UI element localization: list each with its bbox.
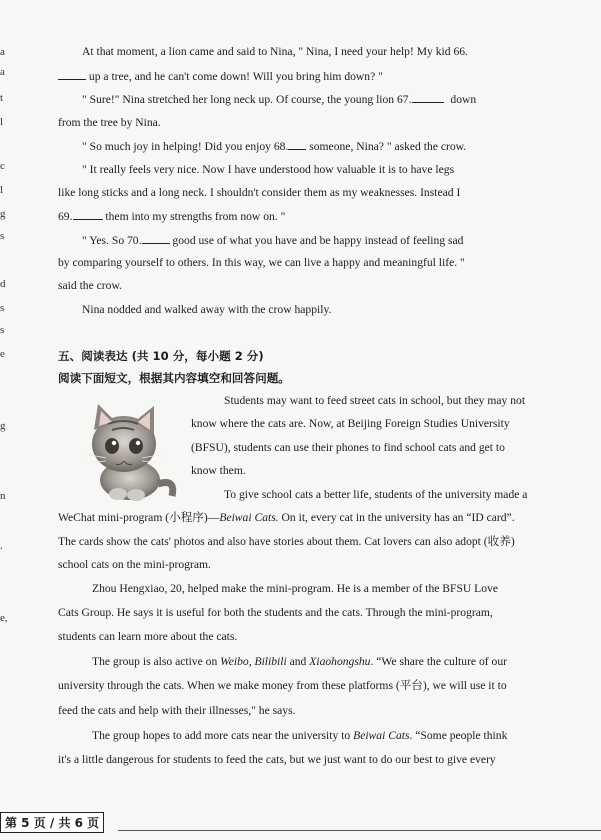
section-heading: 五、阅读表达 (共 10 分，每小题 2 分) <box>58 349 264 363</box>
margin-mark: g <box>0 208 6 220</box>
passage-line: Students may want to feed street cats in school, but they may not <box>224 394 526 407</box>
margin-mark: . <box>0 540 3 552</box>
passage-line: The group hopes to add more cats near the university to Beiwai Cats. “Some people think <box>92 729 508 742</box>
page-number: 第 5 页 / 共 6 页 <box>0 812 104 833</box>
margin-mark: d <box>0 278 6 290</box>
margin-mark: a <box>0 66 5 78</box>
margin-mark: a <box>0 46 5 58</box>
story-line: At that moment, a lion came and said to Nina, " Nina, I need your help! My kid 66. <box>82 45 468 58</box>
margin-mark: t <box>0 92 4 104</box>
margin-mark: s <box>0 324 5 336</box>
story-line: " It really feels very nice. Now I have understood how valuable it is to have legs <box>82 163 455 176</box>
story-line: up a tree, and he can't come down! Will you bring him down? " <box>58 68 542 85</box>
footer-rule <box>118 830 601 831</box>
story-line: " So much joy in helping! Did you enjoy 68. someone, Nina? " asked the crow. <box>82 140 467 153</box>
passage-line: students can learn more about the cats. <box>58 630 238 643</box>
passage-line: The cards show the cats' photos and also have stories about them. Cat lovers can also adopt (收养) <box>58 535 515 548</box>
margin-mark: e <box>0 348 5 360</box>
story-line: from the tree by Nina. <box>58 116 161 129</box>
answer-blank-70[interactable] <box>142 232 170 244</box>
passage-line: Cats Group. He says it is useful for both the students and the cats. Through the mini-program, <box>58 606 493 619</box>
page-footer <box>0 812 601 836</box>
margin-mark: l <box>0 184 4 196</box>
passage-line: WeChat mini-program (小程序)—Beiwai Cats. On it, every cat in the university has an “ID card”. <box>58 511 515 524</box>
passage-line: know them. <box>191 464 246 477</box>
margin-mark: c <box>0 160 5 172</box>
story-line: by comparing yourself to others. In this way, we can live a happy and meaningful life. " <box>58 256 465 269</box>
story-line: said the crow. <box>58 279 122 292</box>
margin-mark: n <box>0 490 6 502</box>
passage-line: feed the cats and help with their illnesses," he says. <box>58 704 296 717</box>
story-line: Nina nodded and walked away with the crow happily. <box>82 303 332 316</box>
answer-blank-69[interactable] <box>73 208 103 220</box>
margin-mark: g <box>0 420 6 432</box>
passage-line: Zhou Hengxiao, 20, helped make the mini-program. He is a member of the BFSU Love <box>92 582 499 595</box>
passage-line: school cats on the mini-program. <box>58 558 211 571</box>
section-instruction: 阅读下面短文，根据其内容填空和回答问题。 <box>58 371 290 385</box>
passage-line: university through the cats. When we make money from these platforms (平台), we will use it to <box>58 679 507 692</box>
passage-line: know where the cats are. Now, at Beijing Foreign Studies University <box>191 417 510 430</box>
answer-blank-67[interactable] <box>412 91 444 103</box>
passage-line: (BFSU), students can use their phones to find school cats and get to <box>191 441 505 454</box>
story-line: " Sure!" Nina stretched her long neck up. Of course, the young lion 67. down <box>82 93 477 106</box>
passage-line: To give school cats a better life, students of the university made a <box>224 488 528 501</box>
margin-mark: s <box>0 302 5 314</box>
margin-mark: e, <box>0 612 8 624</box>
story-line: " Yes. So 70. good use of what you have and be happy instead of feeling sad <box>82 234 464 247</box>
passage-line: The group is also active on Weibo, Bilibili and Xiaohongshu. “We share the culture of our <box>92 655 507 668</box>
story-line: 69. them into my strengths from now on. " <box>58 210 286 223</box>
margin-mark: s <box>0 230 5 242</box>
passage-line: it's a little dangerous for students to feed the cats, but we just want to do our best to give every <box>58 753 496 766</box>
answer-blank-66[interactable] <box>58 68 86 80</box>
margin-mark: l <box>0 116 4 128</box>
answer-blank-68[interactable] <box>288 138 306 150</box>
story-line: like long sticks and a long neck. I shouldn't consider them as my weaknesses. Instead I <box>58 186 461 199</box>
kitten-image <box>72 400 184 502</box>
